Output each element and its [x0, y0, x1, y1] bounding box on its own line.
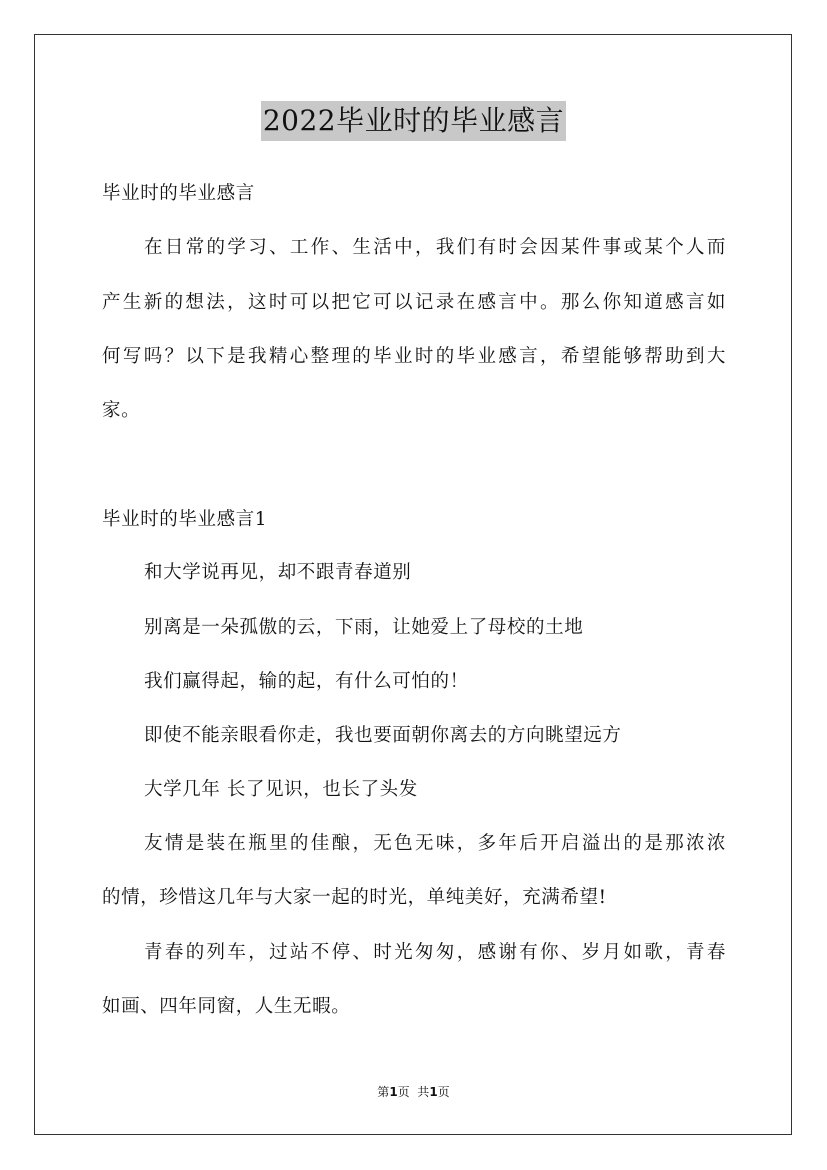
footer-page-prefix: 第 [377, 1085, 390, 1099]
section-line-1: 和大学说再见，却不跟青春道别 [144, 562, 412, 583]
section-line-5: 大学几年 长了见识，也长了头发 [144, 779, 418, 800]
friendship-line-1: 友情是装在瓶里的佳酿，无色无味，多年后开启溢出的是那浓浓 [144, 833, 726, 854]
intro-line-3: 何写吗？以下是我精心整理的毕业时的毕业感言，希望能够帮助到大 [102, 346, 726, 367]
subtitle: 毕业时的毕业感言 [102, 183, 255, 204]
section-heading: 毕业时的毕业感言1 [102, 509, 268, 530]
intro-line-4: 家。 [102, 400, 141, 421]
footer-page-current: 1 [389, 1085, 398, 1099]
section-line-2: 别离是一朵孤傲的云，下雨，让她爱上了母校的土地 [144, 617, 584, 638]
footer-page-total: 1 [429, 1085, 438, 1099]
footer-page-mid: 页 共 [397, 1085, 430, 1099]
intro-line-2: 产生新的想法，这时可以把它可以记录在感言中。那么你知道感言如 [102, 292, 726, 313]
footer-page-suffix: 页 [437, 1085, 450, 1099]
youth-line-2: 如画、四年同窗，人生无暇。 [102, 996, 351, 1017]
title-wrap [0, 101, 827, 141]
document-title: 2022毕业时的毕业感言 [261, 101, 566, 141]
section-line-4: 即使不能亲眼看你走，我也要面朝你离去的方向眺望远方 [144, 725, 622, 746]
friendship-line-2: 的情，珍惜这几年与大家一起的时光，单纯美好，充满希望! [102, 887, 607, 908]
intro-line-1: 在日常的学习、工作、生活中，我们有时会因某件事或某个人而 [144, 237, 726, 258]
section-line-3: 我们赢得起，输的起，有什么可怕的！ [144, 671, 469, 692]
youth-line-1: 青春的列车，过站不停、时光匆匆，感谢有你、岁月如歌，青春 [144, 942, 726, 963]
page-footer [0, 1083, 827, 1101]
